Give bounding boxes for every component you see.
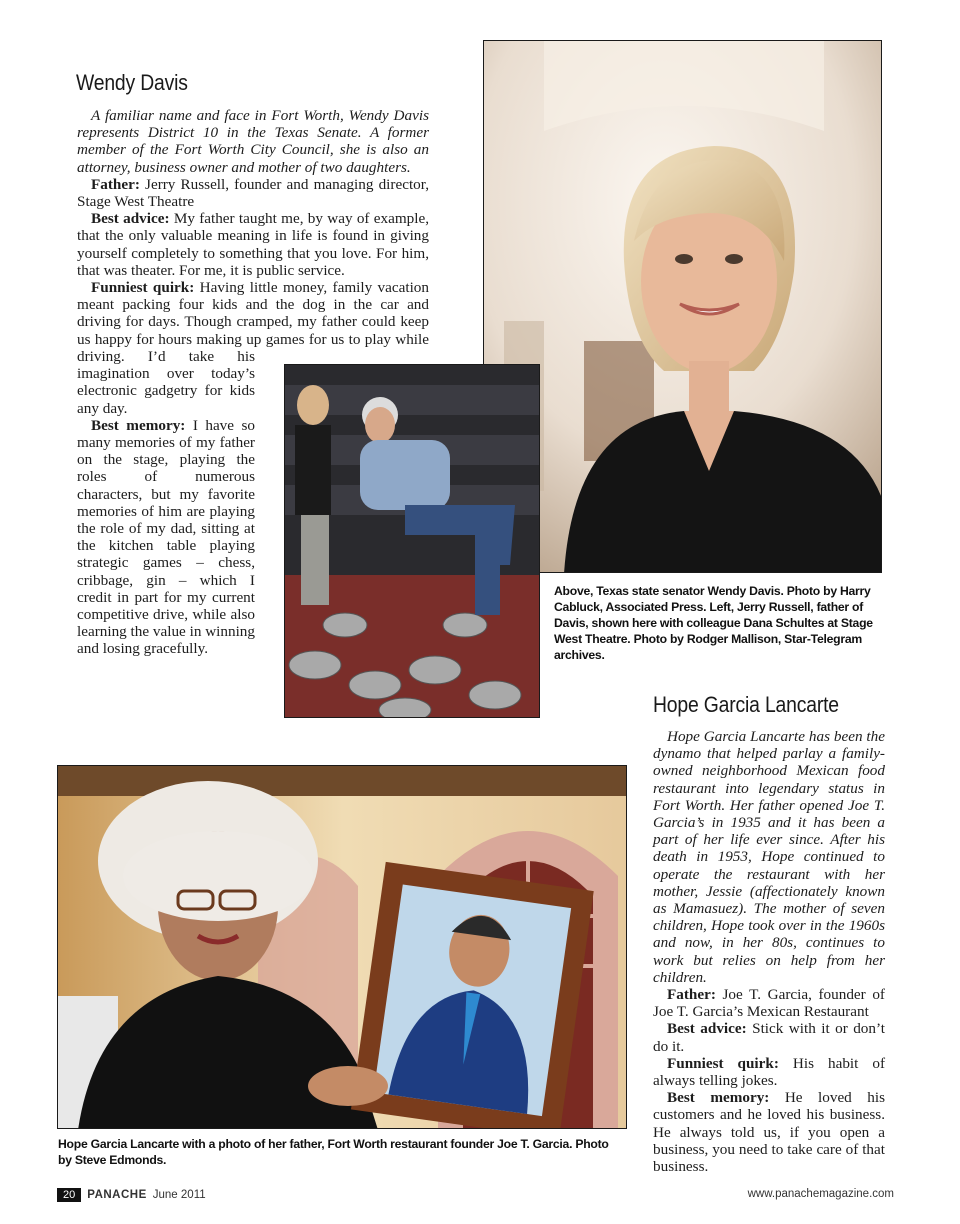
wendy-father-label: Father: — [91, 175, 140, 193]
hope-father — [653, 986, 885, 1020]
hope-garcia-photo — [57, 765, 627, 1129]
hope-memory-label: Best memory: — [667, 1089, 770, 1107]
hope-caption: Hope Garcia Lancarte with a photo of her father, Fort Worth restaurant founder Joe T. Garcia. Photo by Steve Edmonds. — [58, 1137, 609, 1167]
wendy-heading: Wendy Davis — [76, 70, 188, 95]
hope-memory-text: He loved his customers and he loved his business. He always told us, if you open a business, you need to take care of that business. — [653, 1089, 885, 1176]
wendy-quirk — [77, 279, 429, 348]
wendy-quirk-label: Funniest quirk: — [91, 279, 195, 297]
hope-quirk-text: His habit of always telling jokes. — [653, 1054, 885, 1090]
hope-advice — [653, 1020, 885, 1054]
hope-father-label: Father: — [667, 986, 716, 1004]
hope-quirk-label: Funniest quirk: — [667, 1054, 779, 1072]
wendy-advice-text: My father taught me, by way of example, that the only valuable meaning in life is found in giving yourself completely to something that you love. For him, that was theater. For me, it is public service. — [77, 210, 430, 279]
hope-article — [653, 728, 885, 1175]
wendy-quirk-text: Having little money, family vacation meant packing four kids and the dog in the car and driving for days. Though cramped, my father could keep us happy for hours making up games for us to play while — [77, 279, 429, 348]
hope-intro: Hope Garcia Lancarte has been the dynamo that helped parlay a family-owned neighborhood Mexican food restaurant into legendary status in Fort Worth. Her father opened Joe T. Garcia’s in 1935 and it has been a part of her life ever since. After his death in 1953, Hope continued to operate the restaurant with her mother, Jessie (affectionately known as Mamasuez). The mother of seven children, Hope took over in the 1960s and now, in her 80s, continues to work but relies on help from her children. — [653, 728, 885, 986]
wendy-article-narrow — [77, 348, 255, 658]
davis-caption: Above, Texas state senator Wendy Davis. Photo by Harry Cabluck, Associated Press. Left, Jerry Russell, father of Davis, shown here with colleague Dana Schultes at Stage West Theatre. Photo by Rodger Mallison, Star-Telegram archives. — [554, 584, 873, 662]
magazine-name: PANACHE — [87, 1189, 147, 1201]
wendy-memory-text: I have so many memories of my father on the stage, playing the roles of numerous characters, but my favorite memories of him are playing the role of my dad, sitting at the kitchen table playing strategic games – chess, cribbage, gin – which I credit in part for my current competitive drive, while also learning the value in winning and losing gracefully. — [77, 416, 255, 658]
wendy-advice-label: Best advice: — [91, 210, 170, 228]
hope-quirk — [653, 1055, 885, 1089]
footer-url: www.panachemagazine.com — [747, 1188, 894, 1200]
wendy-davis-photo — [483, 40, 882, 573]
stage-west-photo — [284, 364, 540, 718]
wendy-memory-label: Best memory: — [91, 416, 186, 434]
wendy-memory — [77, 417, 255, 658]
hope-father-text: Joe T. Garcia, founder of Joe T. Garcia’s Mexican Restaurant — [653, 986, 885, 1021]
page-number: 20 — [57, 1188, 81, 1202]
issue-date: June 2011 — [152, 1189, 206, 1201]
wendy-father-text: Jerry Russell, founder and managing director, Stage West Theatre — [77, 175, 429, 211]
wendy-article-top — [77, 107, 429, 348]
wendy-intro: A familiar name and face in Fort Worth, Wendy Davis represents District 10 in the Texas Senate. A former member of the Fort Worth City Council, she is also an attorney, business owner and mother of two daughters. — [77, 107, 429, 176]
hope-advice-label: Best advice: — [667, 1020, 747, 1038]
hope-heading: Hope Garcia Lancarte — [653, 692, 839, 717]
wendy-father — [77, 176, 429, 210]
wendy-advice — [77, 210, 429, 279]
footer-left — [57, 1188, 206, 1202]
hope-advice-text: Stick with it or don’t do it. — [653, 1020, 885, 1055]
hope-memory — [653, 1089, 885, 1175]
wendy-quirk-cont: driving. I’d take his imagination over today’s electronic gadgetry for kids any day. — [77, 348, 255, 417]
